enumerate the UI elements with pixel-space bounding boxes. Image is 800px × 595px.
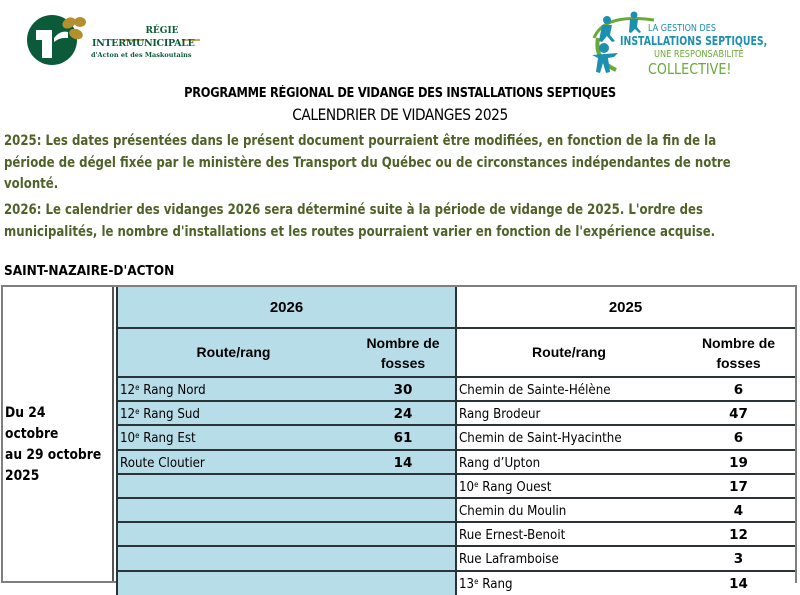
count-cell-2025: 19 — [682, 450, 795, 474]
route-cell-2025 — [456, 546, 682, 570]
column-header-count-line: Nombre de — [701, 335, 776, 351]
count-cell-2025: 17 — [682, 474, 795, 498]
route-cell-2025 — [456, 474, 682, 498]
logo-text-la-gestion: LA GESTION DES — [648, 23, 716, 34]
route-cell-2026 — [117, 474, 350, 498]
note-2026-line: 2026: Le calendrier des vidanges 2026 sera déterminé suite à la période de vidange de 2025. L'ordre des — [4, 202, 703, 218]
count-cell-2026: 61 — [350, 425, 456, 449]
count-cell-2026: 14 — [350, 450, 456, 474]
column-header-count-line: fosses — [380, 355, 426, 371]
count-cell-2025: 3 — [682, 546, 795, 570]
count-cell-2026 — [350, 498, 456, 522]
route-cell-2026 — [117, 571, 350, 595]
logo-text-responsabilite: UNE RESPONSABILITÉ — [654, 49, 744, 60]
logo-text-regie: RÉGIE — [145, 26, 179, 36]
column-header-route-2026: Route/rang — [117, 328, 350, 377]
note-2026-line: municipalités, le nombre d'installations et les routes pourraient varier en fonction de l'expérience acquise. — [4, 223, 716, 240]
route-name: Rang Brodeur — [459, 406, 541, 423]
column-header-count-2026 — [350, 328, 456, 377]
route-cell-2026 — [117, 546, 350, 570]
route-name: 12e Rang Sud — [120, 406, 200, 423]
note-2025-line: période de dégel fixée par le ministère des Transport du Québec ou de circonstances indépendantes de notre — [4, 154, 731, 171]
column-header-count-line: Nombre de — [366, 335, 440, 351]
date-range — [5, 403, 102, 487]
route-name: Route Cloutier — [120, 454, 205, 471]
route-name: Chemin de Sainte-Hélène — [459, 382, 611, 398]
route-name: Rue Laframboise — [459, 551, 559, 568]
count-cell-2026 — [350, 474, 456, 498]
count-cell-2026 — [350, 522, 456, 546]
route-name: Rue Ernest-Benoit — [459, 527, 566, 544]
document-title: PROGRAMME RÉGIONAL DE VIDANGE DES INSTALLATIONS SEPTIQUES — [184, 86, 616, 101]
ordinal-suffix: e — [135, 383, 140, 392]
logo-text-installations: INSTALLATIONS SEPTIQUES, — [620, 34, 768, 48]
route-cell-2025 — [456, 377, 682, 401]
route-name: 13e Rang — [459, 575, 513, 592]
column-header-count-2025 — [682, 328, 795, 377]
date-range-line: Du 24 octobre — [5, 405, 59, 442]
ordinal-suffix: e — [474, 479, 479, 489]
route-cell-2026 — [117, 377, 350, 401]
logo-text-collective: COLLECTIVE! — [648, 60, 732, 78]
count-cell-2025: 12 — [682, 522, 795, 546]
column-header-route-2025: Route/rang — [456, 328, 682, 377]
note-2025-line: volonté. — [4, 176, 59, 192]
route-cell-2026 — [117, 450, 350, 474]
regie-intermunicipale-logo — [22, 10, 202, 66]
count-cell-2026 — [350, 546, 456, 570]
route-name: Chemin de Saint-Hyacinthe — [459, 430, 622, 447]
route-cell-2026 — [117, 425, 350, 449]
date-range-line: 2025 — [5, 468, 40, 484]
grid-line — [455, 287, 457, 595]
route-cell-2025 — [456, 571, 682, 595]
logo-text-acton: d'Acton et des Maskoutains — [91, 51, 192, 59]
year-header-2026: 2026 — [117, 287, 456, 328]
count-cell-2025: 4 — [682, 498, 795, 522]
count-cell-2026 — [350, 571, 456, 595]
count-cell-2025: 47 — [682, 401, 795, 425]
count-cell-2026: 24 — [350, 401, 456, 425]
ordinal-suffix: e — [135, 407, 140, 417]
route-name: 10e Rang Est — [120, 430, 196, 447]
note-2026 — [4, 200, 716, 243]
count-cell-2025: 6 — [682, 377, 795, 401]
route-cell-2025 — [456, 498, 682, 522]
count-cell-2025: 6 — [682, 425, 795, 449]
column-header-count-line: fosses — [716, 355, 761, 371]
route-cell-2025 — [456, 401, 682, 425]
route-cell-2025 — [456, 425, 682, 449]
ordinal-suffix: e — [474, 576, 479, 586]
municipality-name: SAINT-NAZAIRE-D'ACTON — [4, 263, 175, 279]
route-cell-2025 — [456, 522, 682, 546]
gestion-installations-logo — [584, 8, 784, 78]
route-cell-2026 — [117, 401, 350, 425]
route-cell-2026 — [117, 498, 350, 522]
route-name: Rang d’Upton — [459, 454, 541, 471]
route-name: 10e Rang Ouest — [459, 478, 552, 495]
document-subtitle: CALENDRIER DE VIDANGES 2025 — [292, 105, 508, 124]
route-name: 12e Rang Nord — [120, 382, 206, 398]
grid-line — [116, 287, 118, 595]
note-2025-line: 2025: Les dates présentées dans le présent document pourraient être modifiées, en fonction de la fin de la — [4, 133, 717, 149]
route-name: Chemin du Moulin — [459, 503, 567, 519]
year-header-2025: 2025 — [456, 287, 795, 328]
count-cell-2025: 14 — [682, 571, 795, 595]
ordinal-suffix: e — [135, 431, 140, 441]
count-cell-2026: 30 — [350, 377, 456, 401]
note-2025 — [4, 131, 731, 196]
route-cell-2025 — [456, 450, 682, 474]
date-range-line: au 29 octobre — [5, 447, 102, 463]
route-cell-2026 — [117, 522, 350, 546]
logo-text-intermunicipale: INTERMUNICIPALE — [92, 38, 195, 49]
